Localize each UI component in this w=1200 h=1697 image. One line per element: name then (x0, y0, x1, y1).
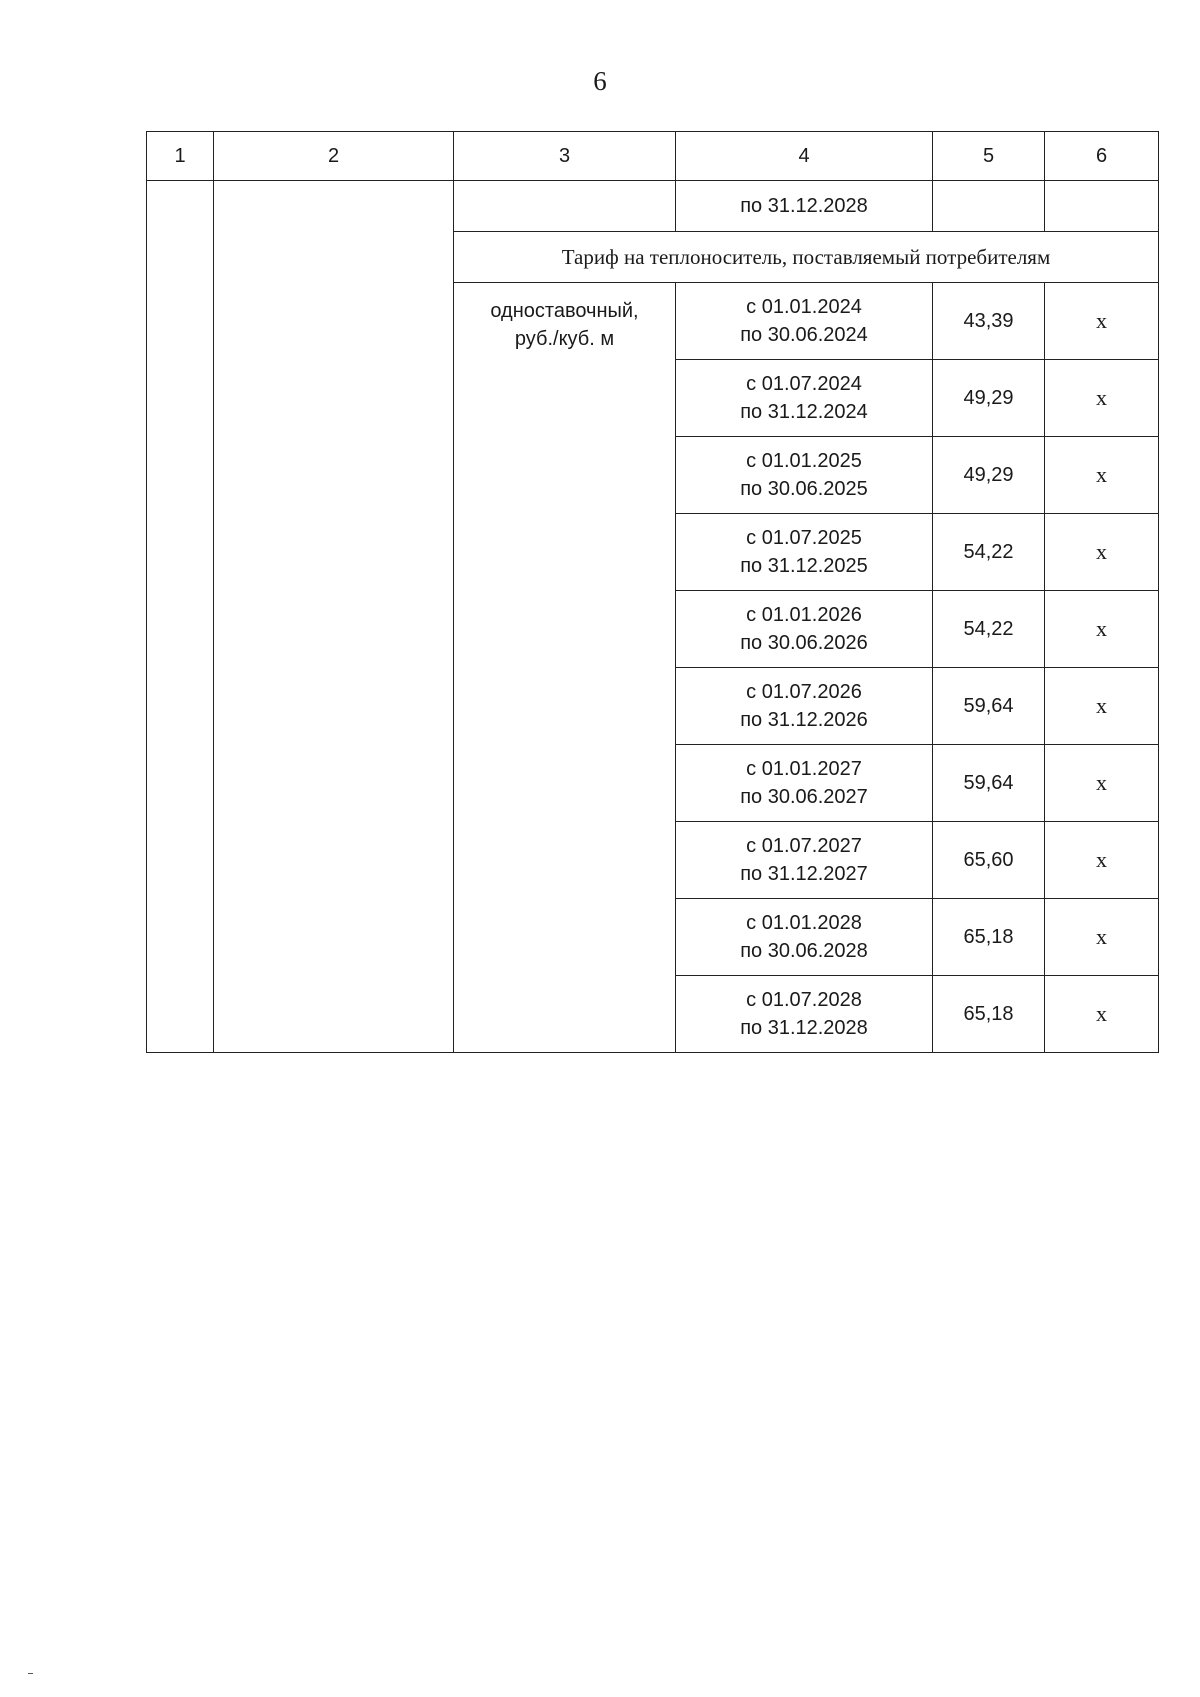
period-to: по 30.06.2028 (740, 940, 868, 962)
period-from: с 01.01.2024 (746, 296, 862, 318)
period-from: с 01.01.2028 (746, 912, 862, 934)
period-from: с 01.07.2027 (746, 835, 862, 857)
scan-mark (28, 1673, 33, 1674)
period-to: по 31.12.2028 (740, 1017, 868, 1039)
page-number: 6 (593, 66, 607, 96)
unit-line-2: руб./куб. м (514, 328, 615, 350)
period-from: с 01.01.2026 (746, 604, 862, 626)
tariff-value-cell: 65,18 (933, 899, 1045, 976)
period-from: с 01.01.2025 (746, 450, 862, 472)
period-to: по 31.12.2027 (740, 863, 868, 885)
period-cell (676, 976, 933, 1053)
period-cell (676, 899, 933, 976)
tariff-value-cell: 54,22 (933, 591, 1045, 668)
period-to: по 30.06.2024 (740, 324, 868, 346)
tariff-value-cell: 49,29 (933, 437, 1045, 514)
header-cell-6: 6 (1045, 132, 1159, 181)
col6-mark-cell: х (1045, 437, 1159, 514)
header-cell-4: 4 (676, 132, 933, 181)
period-to: по 31.12.2024 (740, 401, 868, 423)
col6-empty-cell (1045, 181, 1159, 232)
period-to: по 30.06.2027 (740, 786, 868, 808)
period-from: с 01.07.2028 (746, 989, 862, 1011)
col1-empty-cell (147, 181, 214, 1053)
col2-empty-cell (214, 181, 454, 1053)
header-cell-5: 5 (933, 132, 1045, 181)
tariff-value-cell: 43,39 (933, 283, 1045, 360)
tariff-value-cell: 54,22 (933, 514, 1045, 591)
tariff-value-cell: 49,29 (933, 360, 1045, 437)
header-row (147, 132, 1159, 181)
header-cell-1: 1 (147, 132, 214, 181)
period-cell (676, 745, 933, 822)
period-cell (676, 437, 933, 514)
tariff-value-cell: 65,60 (933, 822, 1045, 899)
col6-mark-cell: х (1045, 283, 1159, 360)
col6-mark-cell: х (1045, 591, 1159, 668)
col6-mark-cell: х (1045, 822, 1159, 899)
header-cell-2: 2 (214, 132, 454, 181)
period-end-cell: по 31.12.2028 (676, 181, 933, 232)
period-from: с 01.07.2024 (746, 373, 862, 395)
col6-mark-cell: х (1045, 668, 1159, 745)
period-from: с 01.01.2027 (746, 758, 862, 780)
col5-empty-cell (933, 181, 1045, 232)
header-cell-3: 3 (454, 132, 676, 181)
col6-mark-cell: х (1045, 360, 1159, 437)
period-cell (676, 514, 933, 591)
tariff-value-cell: 59,64 (933, 745, 1045, 822)
col6-mark-cell: х (1045, 514, 1159, 591)
unit-line-1: одноставочный, (490, 300, 639, 322)
period-cell (676, 591, 933, 668)
period-to: по 31.12.2025 (740, 555, 868, 577)
unit-cell (454, 283, 676, 1053)
tariff-value-cell: 59,64 (933, 668, 1045, 745)
section-title: Тариф на теплоноситель, поставляемый потребителям (454, 232, 1159, 283)
col6-mark-cell: х (1045, 745, 1159, 822)
col3-empty-cell (454, 181, 676, 232)
tariff-value-cell: 65,18 (933, 976, 1045, 1053)
period-cell (676, 668, 933, 745)
period-cell (676, 360, 933, 437)
tariff-table (146, 131, 1159, 1053)
period-cell (676, 822, 933, 899)
col6-mark-cell: х (1045, 976, 1159, 1053)
col6-mark-cell: х (1045, 899, 1159, 976)
period-cell (676, 283, 933, 360)
period-to: по 30.06.2025 (740, 478, 868, 500)
period-to: по 30.06.2026 (740, 632, 868, 654)
period-from: с 01.07.2025 (746, 527, 862, 549)
period-to: по 31.12.2026 (740, 709, 868, 731)
continuation-row (147, 181, 1159, 232)
period-from: с 01.07.2026 (746, 681, 862, 703)
